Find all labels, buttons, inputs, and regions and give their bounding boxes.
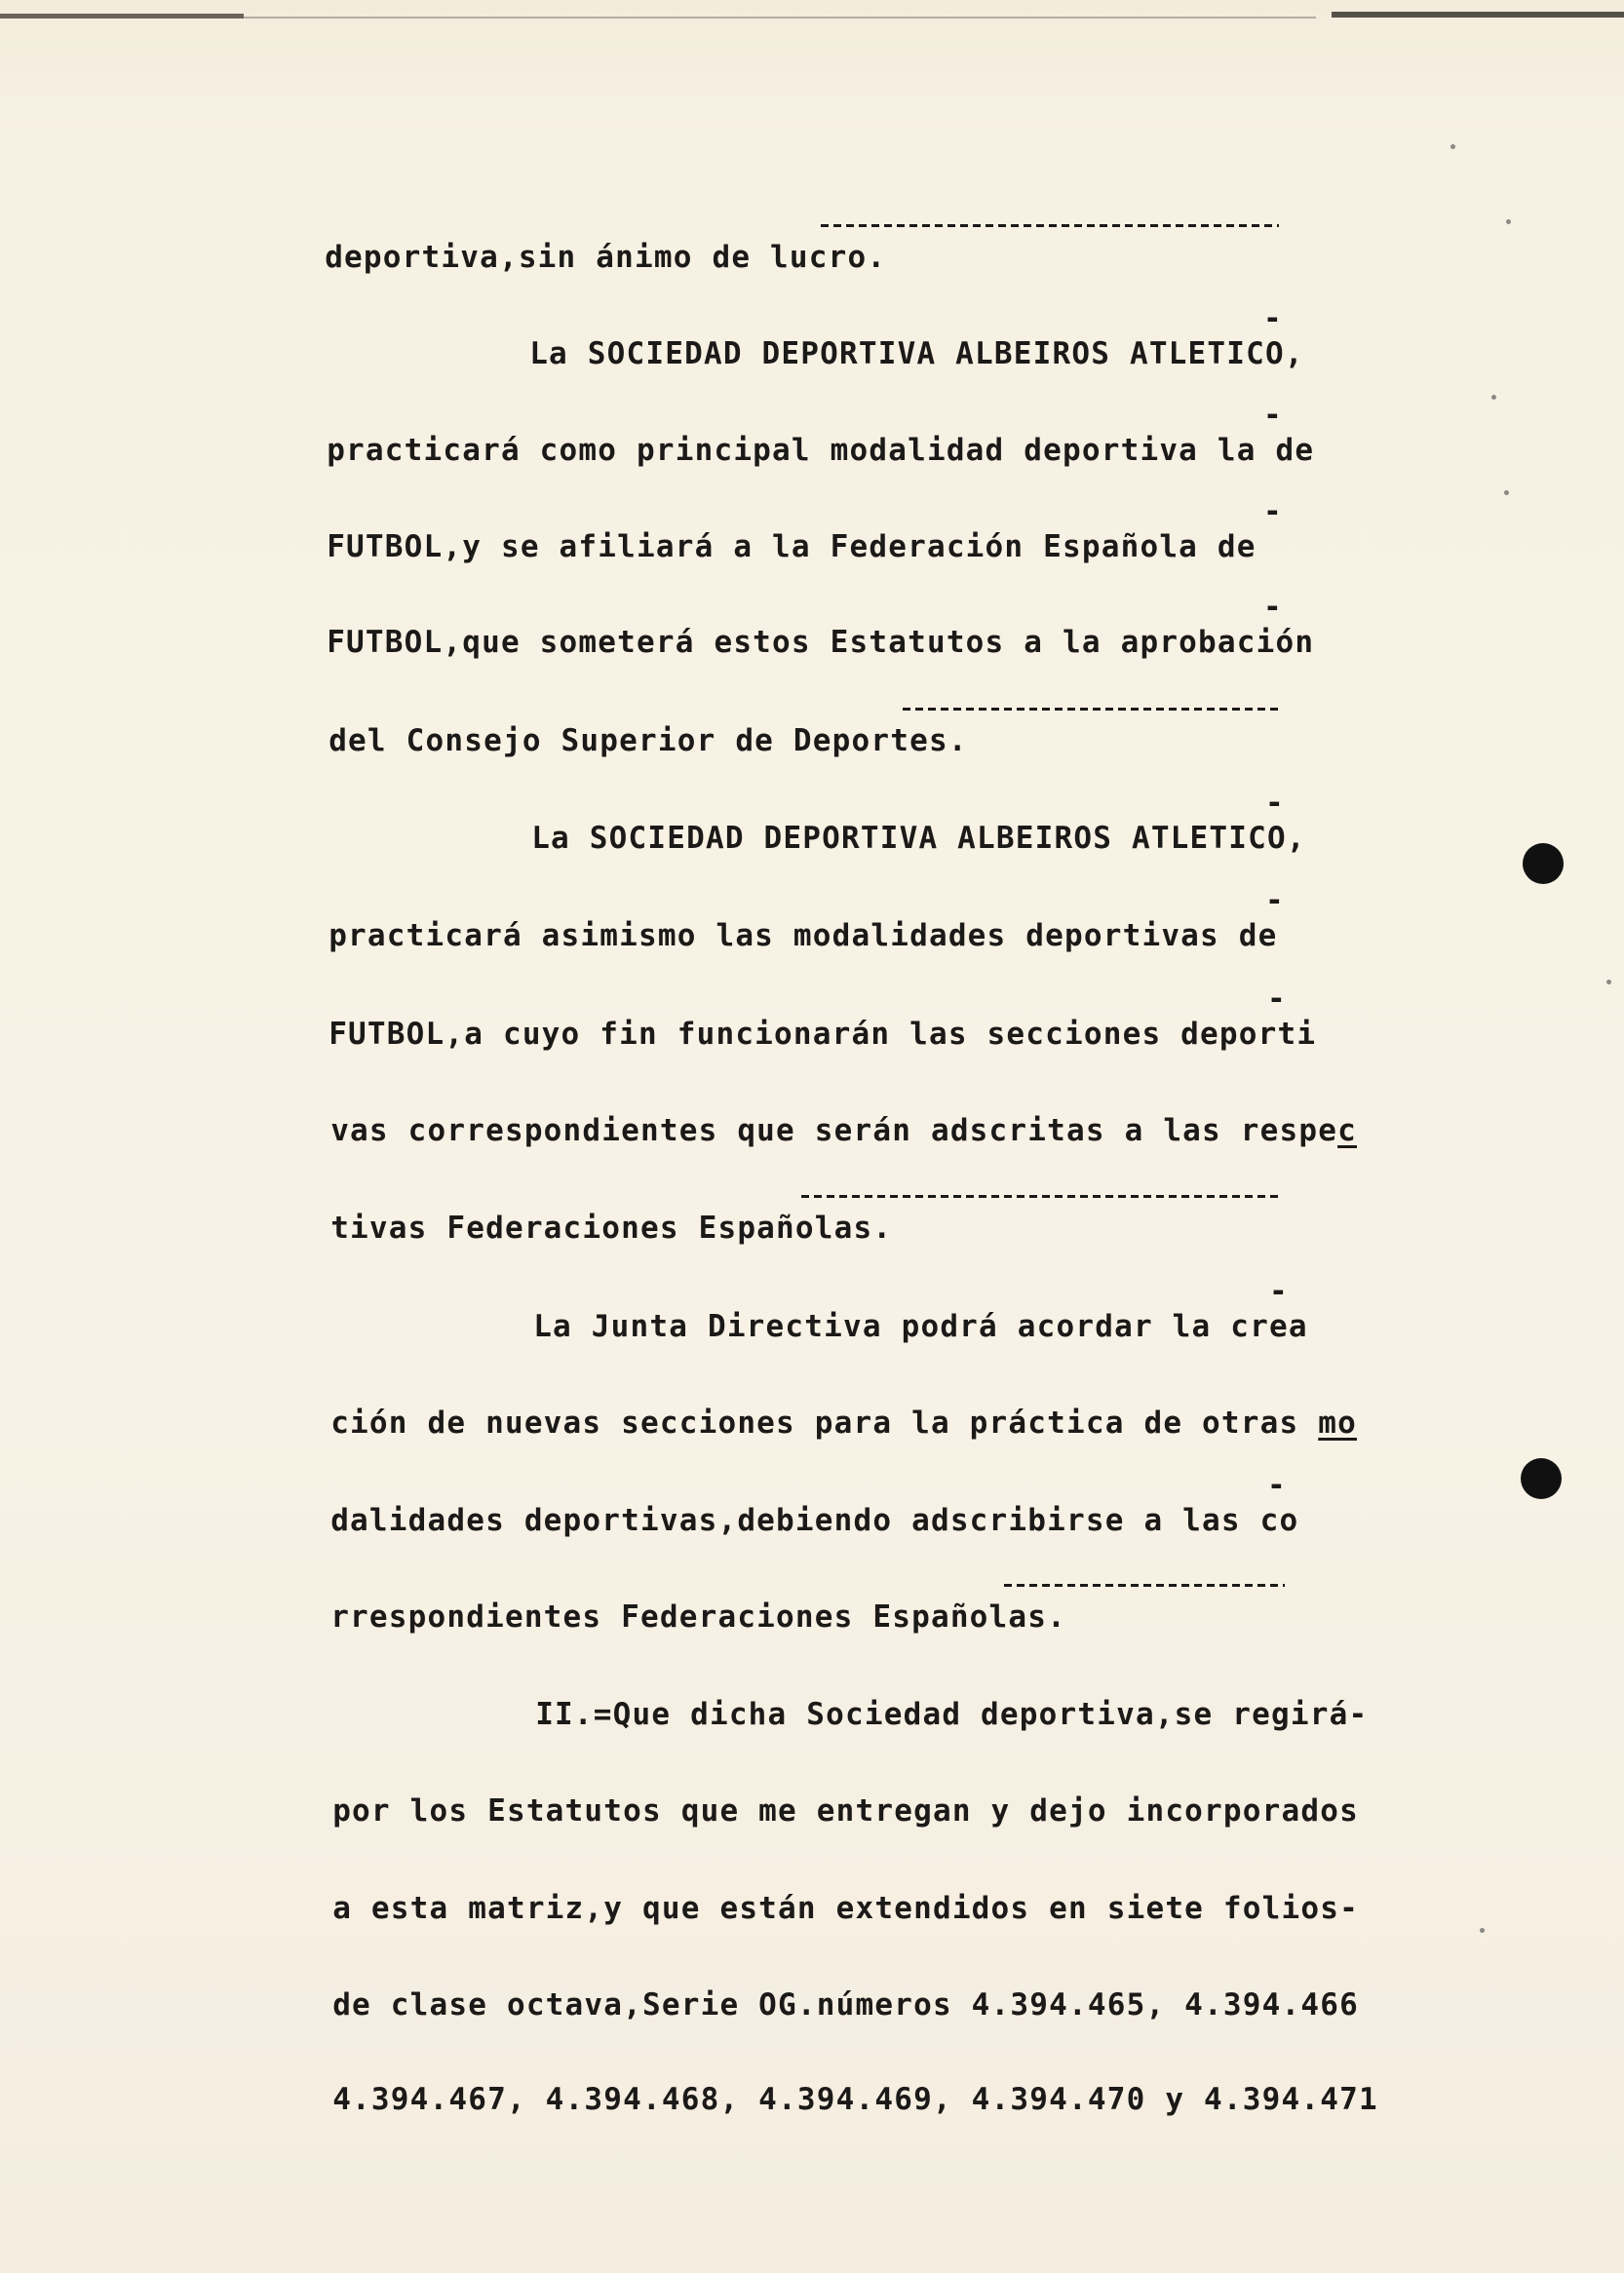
line-text: La Junta Directiva podrá acordar la crea	[533, 1309, 1308, 1344]
text-line	[413, 301, 1304, 406]
paper-speck	[1450, 144, 1455, 149]
text-line	[213, 982, 1316, 1087]
line-end-hyphen: -	[1263, 398, 1282, 433]
text-line	[216, 1856, 1359, 1961]
text-line	[216, 1952, 1359, 2058]
line-text: del Consejo Superior de Deportes.	[329, 723, 968, 758]
line-filler-dashes	[903, 708, 1281, 711]
line-text: 4.394.467, 4.394.468, 4.394.469, 4.394.470 y 4.394.471	[332, 2082, 1378, 2117]
line-text: vas correspondientes que serán adscritas a las respe	[330, 1113, 1338, 1148]
paper-speck	[1480, 1928, 1485, 1933]
text-line	[419, 1662, 1368, 1767]
text-line	[209, 205, 886, 310]
line-text: FUTBOL,que someterá estos Estatutos a la aprobación	[327, 625, 1315, 660]
paper-speck	[1606, 980, 1611, 984]
line-end-hyphen: -	[1265, 883, 1284, 918]
line-text: rrespondientes Federaciones Españolas.	[330, 1599, 1067, 1635]
line-text: deportiva,sin ánimo de lucro.	[325, 240, 887, 275]
line-text: FUTBOL,y se afiliará a la Federación Española de	[327, 529, 1257, 564]
page-top-edge-left	[0, 14, 244, 19]
text-line	[415, 786, 1306, 891]
text-line	[213, 688, 968, 793]
line-text: de clase octava,Serie OG.números 4.394.465, 4.394.466	[332, 1987, 1359, 2023]
text-line	[216, 1758, 1359, 1864]
line-text: practicará asimismo las modalidades deportivas de	[329, 918, 1278, 953]
line-text: La SOCIEDAD DEPORTIVA ALBEIROS ATLETICO,	[529, 336, 1304, 371]
line-end-hyphen: -	[1267, 982, 1286, 1017]
text-line	[211, 398, 1314, 503]
binder-hole	[1521, 1458, 1562, 1499]
text-line	[214, 1078, 1357, 1183]
line-end-hyphen: -	[1263, 590, 1282, 625]
line-text: a esta matriz,y que están extendidos en siete folios-	[332, 1891, 1359, 1926]
text-line	[211, 590, 1314, 695]
paper-speck	[1504, 490, 1509, 495]
text-line	[417, 1274, 1308, 1379]
text-line	[214, 1175, 892, 1281]
line-filler-dashes	[801, 1195, 1283, 1198]
page-top-edge-right	[1332, 12, 1624, 18]
paper-speck	[1506, 219, 1511, 224]
text-line	[214, 1468, 1298, 1573]
line-filler-dashes	[821, 224, 1279, 227]
page-top-edge-middle	[244, 17, 1316, 19]
line-text: La SOCIEDAD DEPORTIVA ALBEIROS ATLETICO,	[531, 821, 1306, 856]
line-end-hyphen: -	[1263, 494, 1282, 529]
line-text: por los Estatutos que me entregan y dejo incorporados	[332, 1793, 1359, 1829]
text-line	[214, 1564, 1066, 1670]
paper-speck	[1491, 395, 1496, 400]
line-text: dalidades deportivas,debiendo adscribirse a las co	[330, 1503, 1299, 1538]
line-end-hyphen: -	[1263, 301, 1282, 336]
line-text: II.=Que dicha Sociedad deportiva,se regirá-	[535, 1697, 1369, 1732]
line-text: FUTBOL,a cuyo fin funcionarán las secciones deporti	[329, 1017, 1317, 1052]
underlined-syllable: mo	[1318, 1406, 1357, 1441]
text-line	[213, 883, 1278, 988]
text-line	[211, 494, 1257, 599]
text-line	[214, 1370, 1357, 1476]
line-text: practicará como principal modalidad deportiva la de	[327, 433, 1315, 468]
underlined-syllable: c	[1337, 1113, 1357, 1148]
line-end-hyphen: -	[1265, 786, 1284, 821]
line-text: ción de nuevas secciones para la práctica de otras	[330, 1406, 1319, 1441]
line-text: tivas Federaciones Españolas.	[330, 1211, 893, 1246]
text-line	[216, 2047, 1378, 2152]
line-filler-dashes	[1004, 1584, 1285, 1587]
line-end-hyphen: -	[1269, 1274, 1288, 1309]
line-end-hyphen: -	[1267, 1468, 1286, 1503]
binder-hole	[1523, 843, 1564, 884]
